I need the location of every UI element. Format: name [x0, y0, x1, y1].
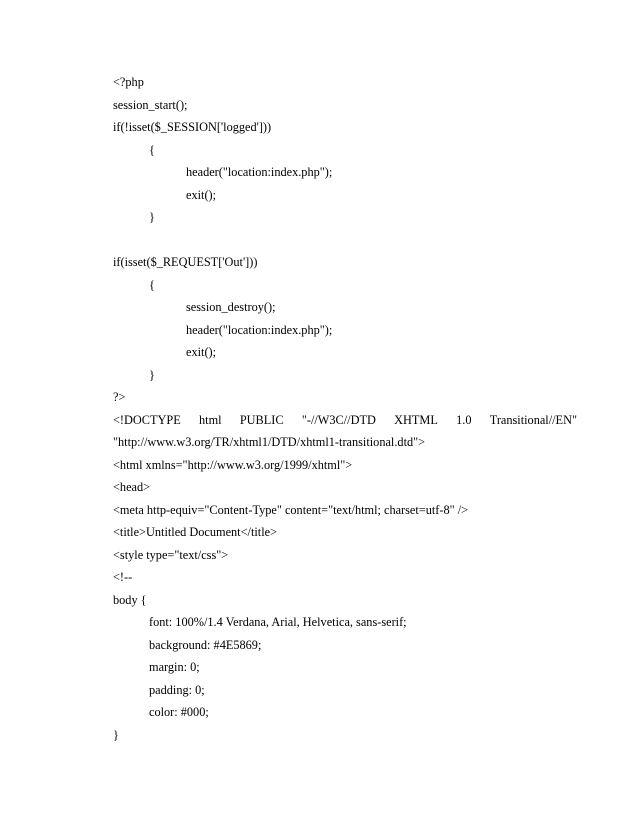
code-line: session_destroy(); [186, 300, 276, 314]
code-line: margin: 0; [149, 660, 200, 674]
code-line: <title>Untitled Document</title> [113, 525, 278, 539]
code-line: padding: 0; [149, 682, 205, 697]
code-line: header("location:index.php"); [186, 322, 333, 337]
code-line: if(isset($_REQUEST['Out'])) [113, 255, 258, 269]
doctype-word: "-//W3C//DTD [301, 412, 376, 427]
code-line: <style type="text/css"> [113, 547, 229, 562]
code-line: } [149, 210, 155, 224]
code-line: { [149, 277, 155, 292]
code-line: <meta http-equiv="Content-Type" content="text/html; charset=utf-8" /> [113, 502, 469, 517]
doctype-word: <!DOCTYPE [113, 412, 181, 427]
code-line: session_start(); [113, 97, 188, 112]
code-line: <?php [113, 75, 144, 89]
doctype-word: XHTML [394, 412, 438, 427]
code-line: color: #000; [149, 705, 209, 719]
code-line: header("location:index.php"); [186, 165, 333, 179]
code-line: if(!isset($_SESSION['logged'])) [113, 120, 272, 134]
code-line: } [149, 367, 155, 382]
code-line: } [113, 727, 119, 742]
code-line: <html xmlns="http://www.w3.org/1999/xhtml"> [113, 457, 353, 472]
code-line: exit(); [186, 187, 217, 202]
code-line: background: #4E5869; [149, 637, 262, 652]
code-line: exit(); [186, 345, 217, 359]
doctype-word: html [199, 412, 222, 427]
code-line: { [149, 142, 155, 157]
code-line: ?> [113, 390, 126, 404]
code-line: <!-- [113, 570, 133, 584]
doctype-word: 1.0 [456, 412, 472, 427]
doctype-word: Transitional//EN" [489, 412, 577, 427]
doctype-word: PUBLIC [239, 412, 284, 427]
blank-line [113, 229, 583, 252]
code-line: "http://www.w3.org/TR/xhtml1/DTD/xhtml1-transitional.dtd"> [113, 435, 426, 449]
doctype-line [113, 409, 577, 432]
code-line: <head> [113, 480, 151, 494]
code-line: font: 100%/1.4 Verdana, Arial, Helvetica, sans-serif; [149, 615, 407, 629]
php-code-block [113, 71, 583, 746]
code-line: body { [113, 592, 147, 607]
